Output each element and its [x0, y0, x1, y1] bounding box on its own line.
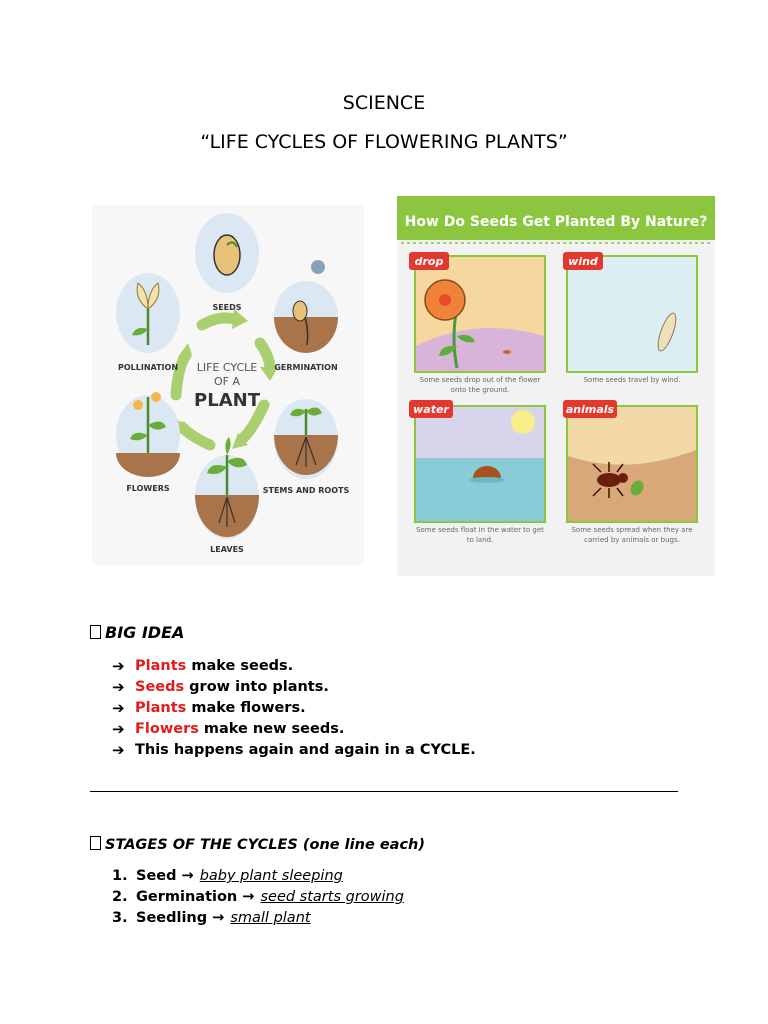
caption-water-2: to land.	[466, 536, 494, 544]
center-line-2: OF A	[213, 375, 241, 388]
list-item: 3. Seedling → small plant	[112, 910, 311, 926]
list-item: ➔ Flowers make new seeds.	[112, 720, 345, 738]
list-item: 2. Germination → seed starts growing	[112, 889, 404, 905]
tag-wind: wind	[568, 255, 598, 268]
missing-glyph-box-icon	[90, 836, 101, 850]
stage-label-pollination: POLLINATION	[117, 363, 179, 372]
caption-animals-2: carried by animals or bugs.	[584, 536, 680, 544]
page-title: “LIFE CYCLES OF FLOWERING PLANTS”	[200, 131, 568, 153]
missing-glyph-box-icon	[90, 625, 101, 639]
tag-drop: drop	[414, 255, 444, 268]
arrow-bullet-icon: ➔	[112, 720, 125, 738]
caption-drop-1: Some seeds drop out of the flower	[419, 376, 541, 384]
center-line-3: PLANT	[194, 390, 260, 411]
stage-label-germination: GERMINATION	[274, 363, 338, 372]
caption-animals-1: Some seeds spread when they are	[571, 526, 693, 534]
arrow-bullet-icon: ➔	[112, 678, 125, 696]
life-cycle-diagram	[92, 205, 364, 565]
stages-list	[112, 866, 404, 929]
big-idea-heading-text: BIG IDEA	[105, 623, 185, 642]
stages-heading	[90, 836, 425, 853]
arrow-bullet-icon: ➔	[112, 741, 125, 759]
arrow-bullet-icon: ➔	[112, 657, 125, 675]
list-item: 1. Seed → baby plant sleeping	[112, 868, 343, 884]
big-idea-list	[112, 656, 476, 761]
big-idea-heading	[90, 623, 184, 642]
caption-wind-1: Some seeds travel by wind.	[583, 376, 681, 384]
arrow-bullet-icon: ➔	[112, 699, 125, 717]
center-line-1: LIFE CYCLE	[196, 361, 258, 374]
list-item: ➔ Seeds grow into plants.	[112, 678, 329, 696]
panel-animals	[567, 406, 697, 522]
panel-water	[415, 406, 545, 522]
list-item: ➔ Plants make seeds.	[112, 657, 294, 675]
dispersal-title: How Do Seeds Get Planted By Nature?	[404, 214, 708, 230]
horizontal-divider	[90, 791, 678, 792]
seed-dispersal-diagram	[397, 196, 715, 576]
pollination-icon	[116, 273, 180, 353]
list-item: ➔ Plants make flowers.	[112, 699, 306, 717]
caption-water-1: Some seeds float in the water to get	[416, 526, 544, 534]
stage-label-leaves: LEAVES	[210, 545, 244, 554]
caption-drop-2: onto the ground.	[450, 386, 510, 394]
subject-title: SCIENCE	[342, 92, 426, 114]
bug-icon	[597, 473, 621, 487]
list-item: ➔ This happens again and again in a CYCLE.	[112, 741, 476, 759]
stage-label-stems-roots: STEMS AND ROOTS	[262, 486, 350, 495]
panel-drop	[415, 256, 545, 372]
stage-label-seeds: SEEDS	[212, 303, 242, 312]
stages-heading-text: STAGES OF THE CYCLES (one line each)	[105, 837, 425, 853]
tag-water: water	[413, 403, 449, 416]
panel-wind	[567, 256, 697, 372]
tag-animals: animals	[565, 403, 615, 416]
seed-icon	[195, 213, 259, 293]
stage-label-flowers: FLOWERS	[126, 484, 170, 493]
stem-roots-icon	[274, 399, 338, 479]
